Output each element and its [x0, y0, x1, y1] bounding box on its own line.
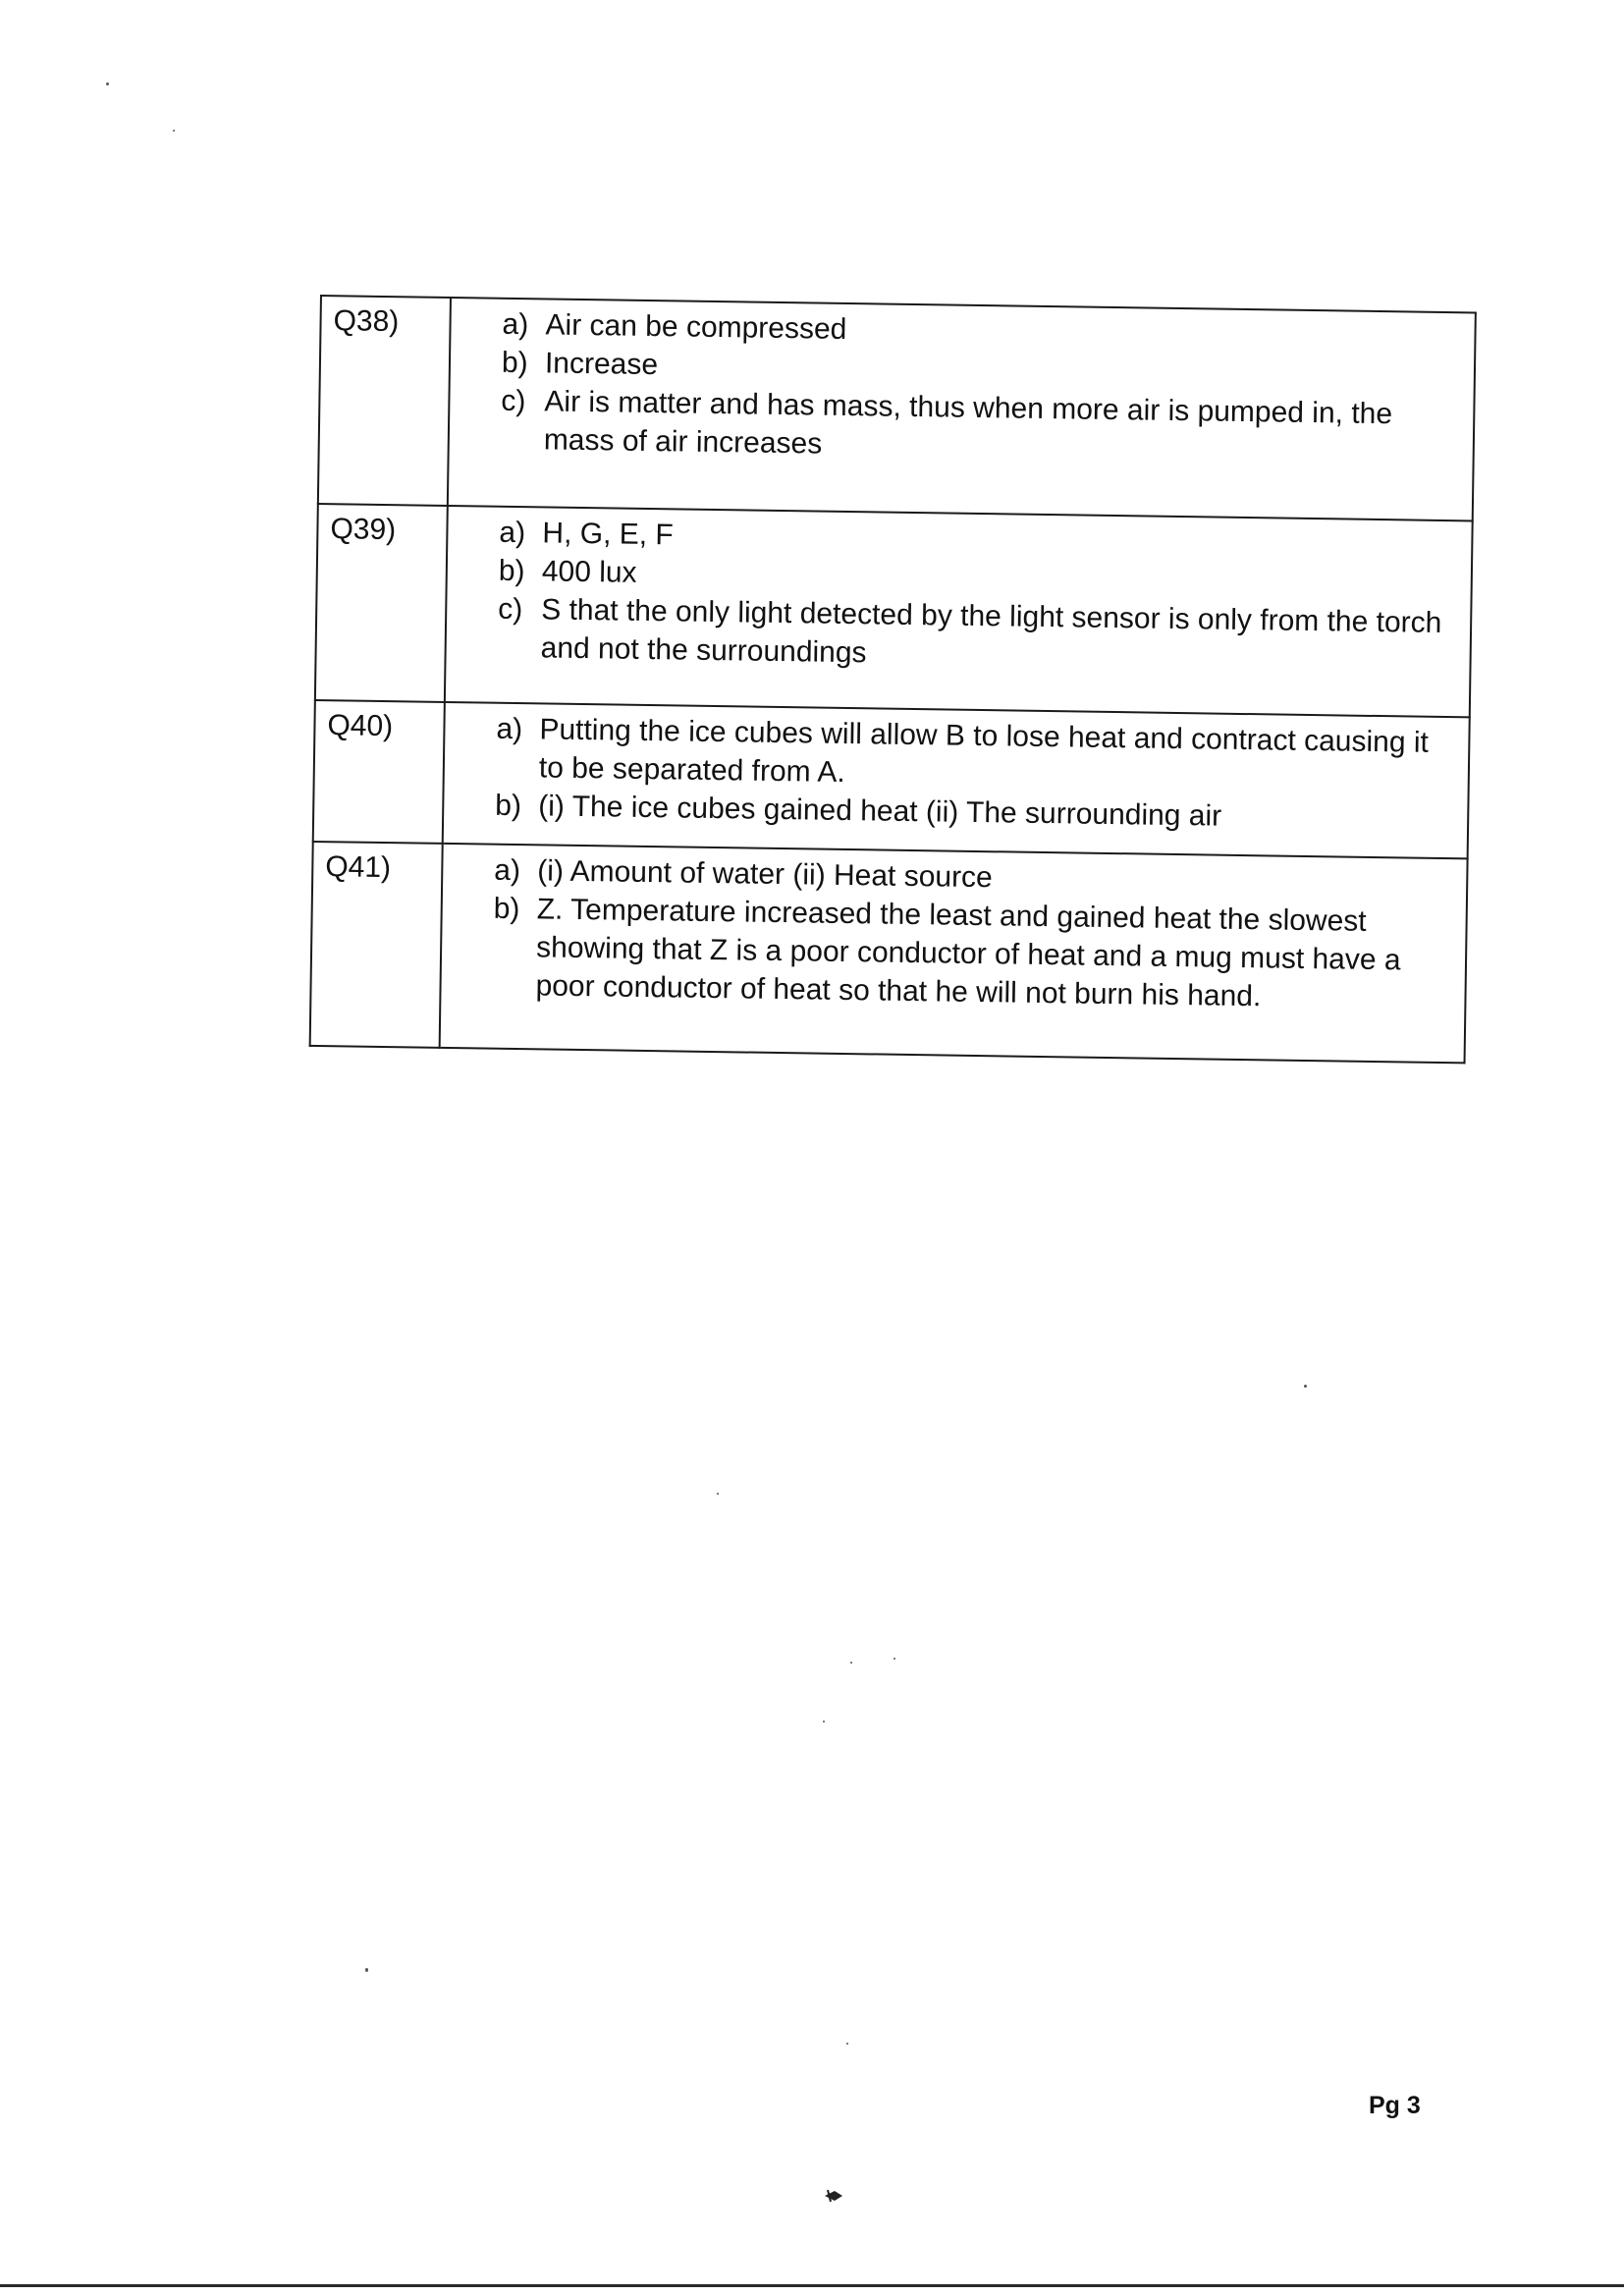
part-marker: a) [499, 516, 526, 550]
answer-part [501, 382, 1464, 473]
part-marker: b) [498, 554, 525, 588]
part-marker: a) [494, 853, 521, 888]
answer-cell [445, 506, 1473, 717]
answer-text: Z. Temperature increased the least and gained heat the slowest showing that Z is a poor conductor of heat and a mug must have a poor conductor of heat so that he will not burn his hand. [535, 893, 1401, 1013]
scan-speck [823, 1721, 825, 1722]
question-number: Q41) [310, 842, 443, 1048]
part-marker: a) [502, 307, 529, 342]
answer-row-q40 [313, 700, 1470, 858]
answer-cell [443, 702, 1470, 858]
scan-speck [1304, 1385, 1307, 1388]
answer-list [497, 514, 1461, 682]
part-marker: b) [501, 346, 528, 380]
scan-speck [893, 1658, 895, 1660]
part-marker: b) [493, 892, 520, 926]
scan-speck [717, 1493, 719, 1495]
question-number: Q40) [313, 700, 445, 844]
answer-row-q38 [318, 296, 1476, 520]
page-bottom-rule [0, 2284, 1624, 2287]
answer-text: (i) The ice cubes gained heat (ii) The surrounding air [538, 790, 1222, 833]
scan-speck [846, 2043, 848, 2045]
answer-row-q41 [310, 842, 1468, 1063]
question-number: Q39) [315, 504, 448, 702]
answer-part [497, 590, 1460, 682]
answer-text: S that the only light detected by the light sensor is only from the torch and not the surroundings [540, 593, 1442, 670]
answer-text: H, G, E, F [542, 517, 675, 552]
part-marker: c) [498, 592, 523, 627]
part-marker: a) [496, 712, 523, 746]
scan-speck [173, 130, 175, 132]
part-marker: c) [501, 384, 526, 418]
answer-list [501, 305, 1465, 473]
answer-part [492, 890, 1456, 1019]
scan-mark-icon [823, 2188, 844, 2204]
answer-text: Air is matter and has mass, thus when more air is pumped in, the mass of air increases [543, 385, 1393, 461]
answer-part [496, 710, 1459, 801]
answer-list [495, 710, 1459, 840]
part-marker: b) [495, 789, 522, 823]
answer-text: Putting the ice cubes will allow B to lose heat and contract causing it to be separated from A. [538, 713, 1430, 789]
answer-text: Air can be compressed [545, 308, 847, 346]
answer-list [492, 851, 1456, 1019]
answer-cell [440, 844, 1468, 1063]
scan-speck [365, 1968, 368, 1972]
question-number: Q38) [318, 296, 451, 506]
page-number: Pg 3 [1369, 2092, 1421, 2119]
answer-table [309, 295, 1477, 1064]
answer-text: Increase [544, 347, 659, 382]
answer-text: (i) Amount of water (ii) Heat source [537, 854, 994, 895]
scan-speck [106, 82, 109, 85]
answer-cell [448, 298, 1476, 520]
answer-row-q39 [315, 504, 1473, 717]
scan-speck [850, 1662, 852, 1664]
answer-text: 400 lux [541, 555, 637, 589]
